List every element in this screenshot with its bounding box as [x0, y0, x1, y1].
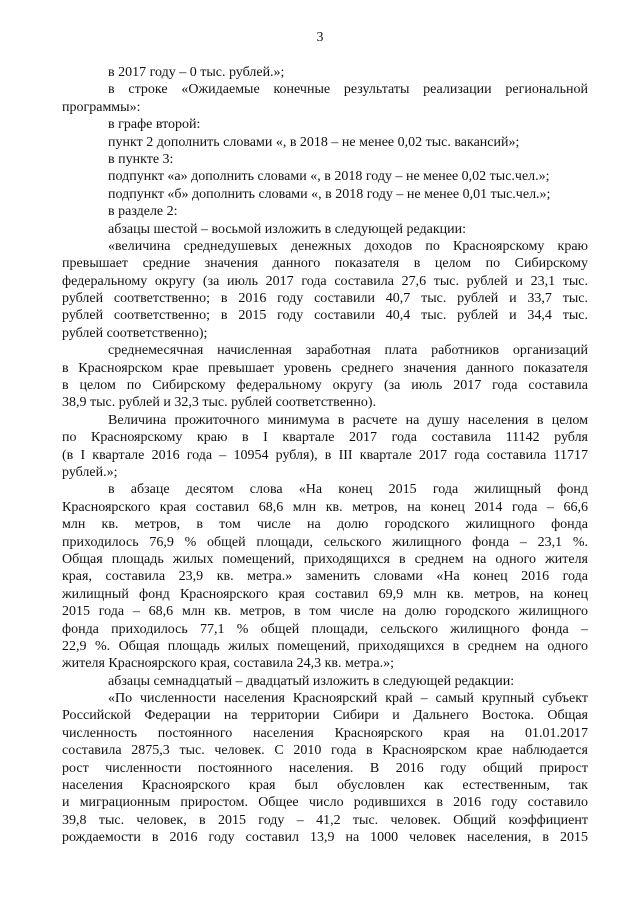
text-line: 2015 года – 68,6 млн кв. метров, в том числе на долю городского жилищного [62, 604, 588, 620]
text-line: (в I квартале 2016 года – 10954 рубля), в III квартале 2017 года составила 11717 [62, 447, 588, 463]
text-line: Российской Федерации на территории Сибири и Дальнего Востока. Общая [62, 708, 588, 724]
text-line: рождаемости в 2016 году составил 13,9 на 1000 человек населения, в 2015 [62, 830, 588, 846]
text-line: в графе второй: [108, 117, 201, 133]
text-line: абзацы семнадцатый – двадцатый изложить в следующей редакции: [108, 673, 515, 689]
text-line: края, составила 23,9 кв. метра.» заменить словами «На конец 2016 года [62, 569, 588, 585]
text-line: в Красноярском крае превышает уровень среднего значения данного показателя [62, 360, 588, 376]
text-line: по Красноярскому краю в I квартале 2017 года составила 11142 рубля [62, 430, 588, 446]
text-line: рублей.»; [62, 464, 118, 480]
text-line: 38,9 тыс. рублей и 32,3 тыс. рублей соответственно). [62, 395, 377, 411]
text-line: рост численности постоянного населения. В 2016 году общий прирост [62, 760, 588, 776]
text-line: численность постоянного населения Красноярского края на 01.01.2017 [62, 725, 588, 741]
text-line: млн кв. метров, в том числе на долю городского жилищного фонда [62, 517, 588, 533]
text-line: рублей соответственно; в 2016 году составили 40,7 тыс. рублей и 33,7 тыс. [62, 291, 588, 307]
text-line: в 2017 году – 0 тыс. рублей.»; [108, 65, 285, 80]
text-line: 22,9 %. Общая площадь жилых помещений, приходящихся в среднем на одного [62, 638, 588, 654]
text-line: составила 2875,3 тыс. человек. С 2010 года в Красноярском крае наблюдается [62, 743, 588, 759]
document-body-text [62, 64, 588, 847]
text-line: среднемесячная начисленная заработная плата работников организаций [108, 343, 588, 359]
text-line: федеральному округу (за июль 2017 года составила 27,6 тыс. рублей и 23,1 тыс. [62, 273, 588, 289]
text-line: пункт 2 дополнить словами «, в 2018 – не менее 0,02 тыс. вакансий»; [108, 134, 520, 150]
text-line: подпункт «б» дополнить словами «, в 2018 году – не менее 0,01 тыс.чел.»; [108, 186, 551, 202]
text-line: абзацы шестой – восьмой изложить в следующей редакции: [108, 221, 467, 237]
text-line: Красноярского края составил 68,6 млн кв. метров, на конец 2014 года – 66,6 [62, 499, 588, 515]
text-line: фонда приходилось 77,1 % общей площади, сельского жилищного фонда – [62, 621, 588, 637]
text-line: рублей соответственно; в 2015 году составили 40,4 тыс. рублей и 34,4 тыс. [62, 308, 588, 324]
text-line: рублей соответственно); [62, 325, 208, 341]
text-line: Общая площадь жилых помещений, приходящихся в среднем на одного жителя [62, 551, 588, 567]
text-line: в строке «Ожидаемые конечные результаты реализации региональной [108, 82, 588, 98]
text-line: «По численности населения Красноярский край – самый крупный субъект [108, 691, 588, 707]
text-line: превышает средние значения данного показателя в целом по Сибирскому [62, 256, 588, 272]
text-line: 39,8 тыс. человек, в 2015 году – 41,2 тыс. человек. Общий коэффициент [62, 812, 588, 828]
text-line: подпункт «а» дополнить словами «, в 2018 году – не менее 0,02 тыс.чел.»; [108, 169, 550, 185]
text-line: жителя Красноярского края, составила 24,3 кв. метра.»; [62, 656, 394, 672]
text-line: и миграционным приростом. Общее число родившихся в 2016 году составило [62, 795, 588, 811]
text-line: приходилось 76,9 % общей площади, сельского жилищного фонда – 23,1 %. [62, 534, 588, 550]
text-line: Величина прожиточного минимума в расчете на душу населения в целом [108, 412, 588, 428]
page-number: 3 [316, 30, 324, 45]
text-line: в абзаце десятом слова «На конец 2015 года жилищный фонд [108, 482, 588, 498]
text-line: в разделе 2: [108, 204, 178, 220]
text-line: жилищный фонд Красноярского края составил 69,9 млн кв. метров, на конец [62, 586, 588, 602]
text-line: в целом по Сибирскому федеральному округу (за июль 2017 года составила [62, 378, 588, 394]
text-line: населения Красноярского края был обусловлен как естественным, так [62, 778, 588, 794]
text-line: «величина среднедушевых денежных доходов по Красноярскому краю [108, 238, 588, 254]
text-line: в пункте 3: [108, 151, 174, 167]
text-line: программы»: [62, 99, 141, 115]
